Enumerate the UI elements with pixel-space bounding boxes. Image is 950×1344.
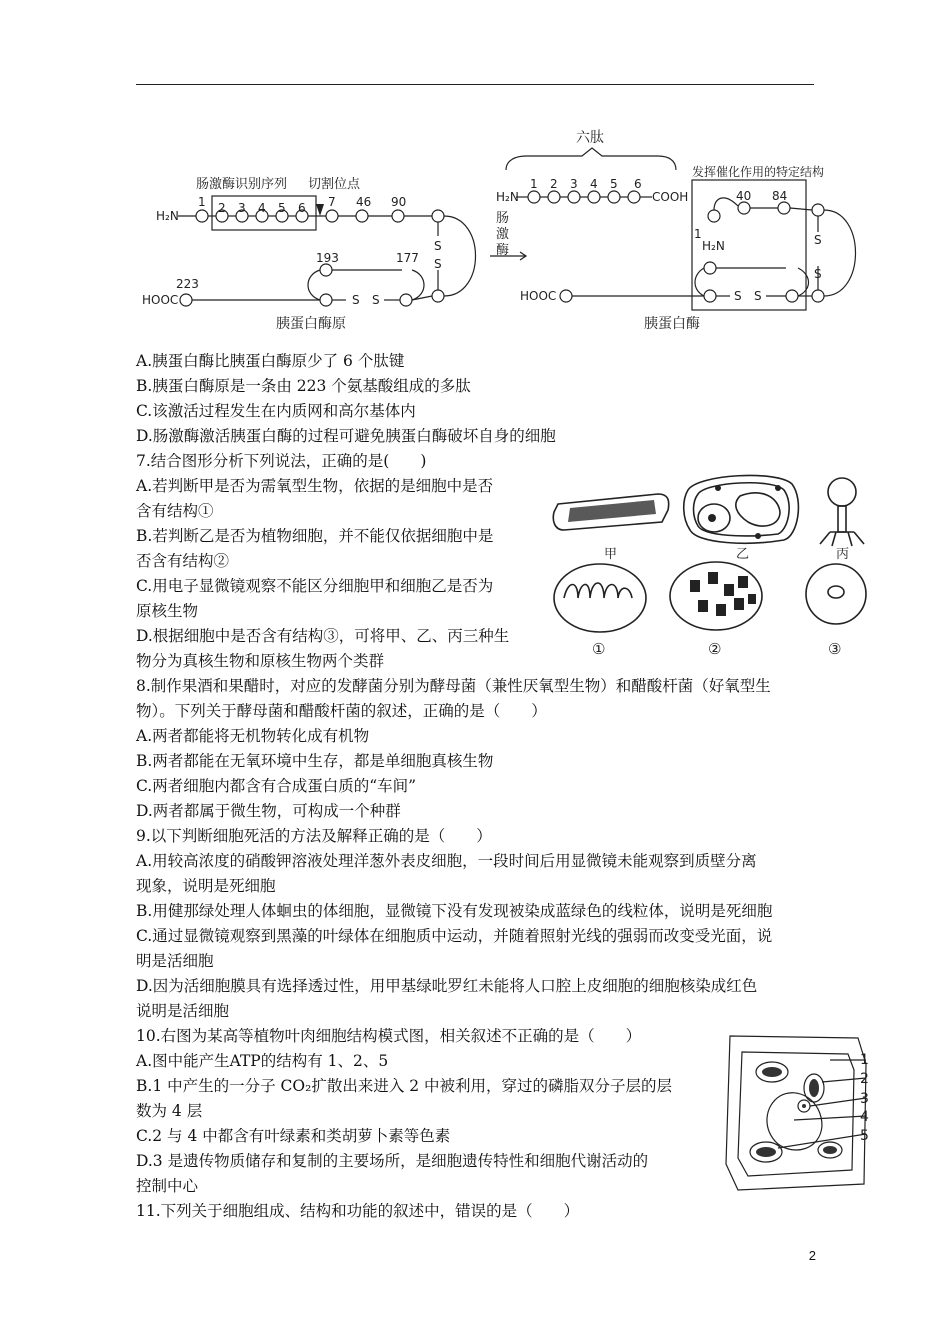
fig1-ss: S bbox=[814, 267, 822, 281]
fig-label-bing: 丙 bbox=[836, 547, 850, 562]
page-number: 2 bbox=[808, 1248, 816, 1263]
fig1-right-title: 发挥催化作用的特定结构 bbox=[692, 165, 825, 179]
q8-line: C.两者细胞内都含有合成蛋白质的“车间” bbox=[136, 777, 417, 795]
q6-option-d: D.肠激酶激活胰蛋白酶的过程可避免胰蛋白酶破坏自身的细胞 bbox=[136, 427, 556, 445]
fig1-cut-label: 切割位点 bbox=[308, 177, 361, 192]
fig1-num: 177 bbox=[396, 251, 419, 265]
q10-line: B.1 中产生的一分子 CO₂扩散出来进入 2 中被利用，穿过的磷脂双分子层的层 bbox=[136, 1077, 673, 1095]
fig1-num: 40 bbox=[736, 189, 752, 203]
q6-option-a: A.胰蛋白酶比胰蛋白酶原少了 6 个肽键 bbox=[136, 352, 405, 370]
fig1-num: 4 bbox=[258, 201, 266, 215]
fig1-num: 3 bbox=[570, 177, 578, 191]
fig-label-1: ① bbox=[592, 640, 606, 658]
fig1-ss: S bbox=[434, 257, 442, 271]
q10-line: 控制中心 bbox=[136, 1177, 199, 1195]
fig1-num: 6 bbox=[298, 201, 306, 215]
q11-stem: 11.下列关于细胞组成、结构和功能的叙述中，错误的是（ ） bbox=[136, 1202, 580, 1220]
q10-line: C.2 与 4 中都含有叶绿素和类胡萝卜素等色素 bbox=[136, 1127, 451, 1145]
q10-line: 10.右图为某高等植物叶肉细胞结构模式图，相关叙述不正确的是（ ） bbox=[136, 1027, 642, 1045]
q8-line: A.两者都能将无机物转化成有机物 bbox=[136, 727, 370, 745]
fig1-num: 7 bbox=[328, 195, 336, 209]
q10-line: 数为 4 层 bbox=[136, 1102, 203, 1120]
q9-line: D.因为活细胞膜具有选择透过性，用甲基绿吡罗红未能将人口腔上皮细胞的细胞核染成红色 bbox=[136, 977, 758, 995]
cell-label-5: 5 bbox=[860, 1128, 869, 1144]
q6-option-c: C.该激活过程发生在内质网和高尔基体内 bbox=[136, 402, 416, 420]
fig1-num: 2 bbox=[550, 177, 558, 191]
fig1-arrow-label: 肠 bbox=[496, 211, 510, 226]
q9-line: C.通过显微镜观察到黑藻的叶绿体在细胞质中运动，并随着照射光线的强弱而改变受光面，说 bbox=[136, 927, 773, 945]
q9-line: 明是活细胞 bbox=[136, 952, 214, 970]
fig-label-2: ② bbox=[708, 640, 722, 658]
q7-line: 物分为真核生物和原核生物两个类群 bbox=[136, 652, 385, 670]
q7-line: B.若判断乙是否为植物细胞，并不能仅依据细胞中是 bbox=[136, 527, 494, 545]
fig1-hexapeptide: 六肽 bbox=[576, 130, 604, 146]
fig-label-3: ③ bbox=[828, 640, 842, 658]
fig1-hooc: HOOC bbox=[142, 293, 179, 307]
cell-label-2: 2 bbox=[860, 1071, 869, 1087]
q8-line: B.两者都能在无氧环境中生存，都是单细胞真核生物 bbox=[136, 752, 494, 770]
fig1-ss: S bbox=[434, 239, 442, 253]
fig1-num: 1 bbox=[694, 227, 702, 241]
fig1-h2n: H₂N bbox=[702, 239, 725, 253]
fig1-left-caption: 胰蛋白酶原 bbox=[276, 316, 346, 332]
q9-line: 说明是活细胞 bbox=[136, 1002, 230, 1020]
fig1-ss: S bbox=[754, 289, 762, 303]
q8-line: 8.制作果酒和果醋时，对应的发酵菌分别为酵母菌（兼性厌氧型生物）和醋酸杆菌（好氧型生 bbox=[136, 677, 771, 695]
q7-line: 原核生物 bbox=[136, 602, 199, 620]
q8-line: 物）。下列关于酵母菌和醋酸杆菌的叙述，正确的是（ ） bbox=[136, 702, 547, 720]
q10-line: A.图中能产生ATP的结构有 1、2、5 bbox=[136, 1052, 389, 1070]
fig1-num: 1 bbox=[530, 177, 538, 191]
q9-line: B.用健那绿处理人体蛔虫的体细胞，显微镜下没有发现被染成蓝绿色的线粒体，说明是死细胞 bbox=[136, 902, 773, 920]
q7-line: 否含有结构② bbox=[136, 552, 230, 570]
header-rule bbox=[136, 84, 814, 85]
fig1-arrow-label: 酶 bbox=[496, 243, 510, 258]
fig1-num: 5 bbox=[610, 177, 618, 191]
fig1-h2n: H₂N bbox=[156, 209, 179, 223]
fig1-ss: S bbox=[734, 289, 742, 303]
q6-option-b: B.胰蛋白酶原是一条由 223 个氨基酸组成的多肽 bbox=[136, 377, 471, 395]
cell-label-3: 3 bbox=[860, 1091, 869, 1107]
fig1-num: 4 bbox=[590, 177, 598, 191]
fig1-num: 46 bbox=[356, 195, 372, 209]
mesophyll-cell-figure bbox=[718, 1034, 878, 1194]
q9-line: 9.以下判断细胞死活的方法及解释正确的是（ ） bbox=[136, 827, 492, 845]
fig1-num: 193 bbox=[316, 251, 339, 265]
fig1-cooh: COOH bbox=[652, 190, 689, 204]
cell-label-1: 1 bbox=[860, 1052, 869, 1068]
fig1-num: 1 bbox=[198, 195, 206, 209]
q9-line: 现象，说明是死细胞 bbox=[136, 877, 276, 895]
fig1-num: 6 bbox=[634, 177, 642, 191]
q7-line: A.若判断甲是否为需氧型生物，依据的是细胞中是否 bbox=[136, 477, 494, 495]
q10-line: D.3 是遗传物质储存和复制的主要场所，是细胞遗传特性和细胞代谢活动的 bbox=[136, 1152, 649, 1170]
q8-line: D.两者都属于微生物，可构成一个种群 bbox=[136, 802, 401, 820]
fig1-ss: S bbox=[814, 233, 822, 247]
fig1-num: 5 bbox=[278, 201, 286, 215]
fig1-ss: S bbox=[352, 293, 360, 307]
q7-line: C.用电子显微镜观察不能区分细胞甲和细胞乙是否为 bbox=[136, 577, 494, 595]
cell-types-figure bbox=[548, 470, 868, 666]
q7-stem: 7.结合图形分析下列说法，正确的是( ) bbox=[136, 452, 427, 470]
q7-line: D.根据细胞中是否含有结构③，可将甲、乙、丙三种生 bbox=[136, 627, 510, 645]
q7-line: 含有结构① bbox=[136, 502, 214, 520]
cell-label-4: 4 bbox=[860, 1109, 869, 1125]
fig1-arrow-label: 激 bbox=[496, 227, 510, 242]
fig1-num: 2 bbox=[218, 201, 226, 215]
fig1-ss: S bbox=[372, 293, 380, 307]
q9-line: A.用较高浓度的硝酸钾溶液处理洋葱外表皮细胞，一段时间后用显微镜未能观察到质壁分离 bbox=[136, 852, 757, 870]
fig-label-yi: 乙 bbox=[736, 547, 750, 562]
fig-label-jia: 甲 bbox=[604, 547, 618, 562]
trypsinogen-figure bbox=[136, 120, 866, 340]
fig1-h2n: H₂N bbox=[496, 190, 519, 204]
fig1-num: 90 bbox=[391, 195, 407, 209]
fig1-hooc: HOOC bbox=[520, 289, 557, 303]
fig1-left-title: 肠激酶识别序列 bbox=[196, 177, 288, 192]
fig1-num: 3 bbox=[238, 201, 246, 215]
fig1-num: 84 bbox=[772, 189, 788, 203]
fig1-num: 223 bbox=[176, 277, 199, 291]
fig1-right-caption: 胰蛋白酶 bbox=[644, 316, 700, 332]
